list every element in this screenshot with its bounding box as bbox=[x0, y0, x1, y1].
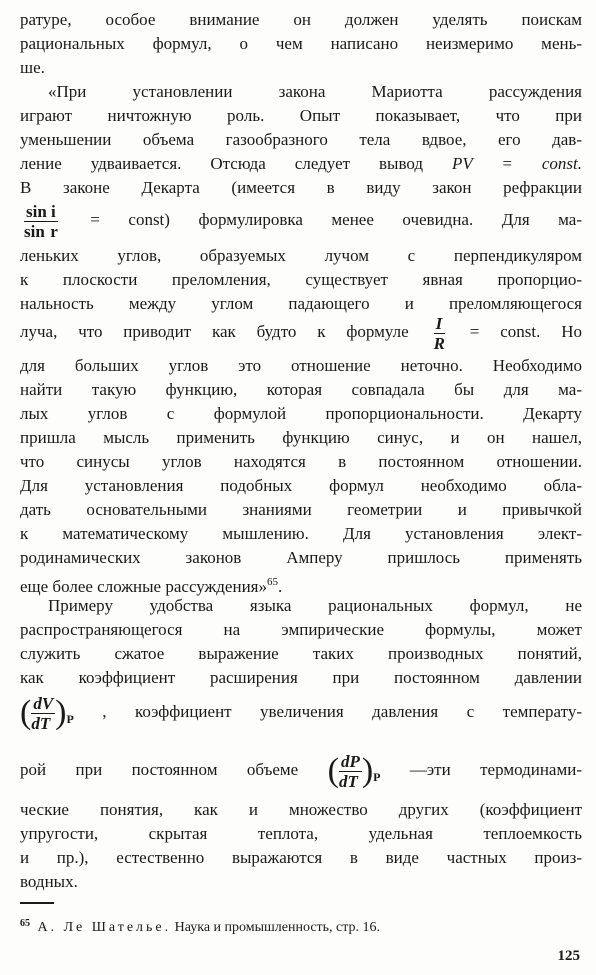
text-line-formula: рой при постоянном объеме ( $\frac{dP}{dT}$ )$_P$ —эти термодинами- bbox=[20, 751, 582, 791]
formula-subscript: P bbox=[66, 712, 74, 726]
footnote-mark: 65 bbox=[20, 918, 30, 929]
text-line: пришла мысль применить функцию синус, и он нашел, bbox=[20, 428, 582, 447]
text-line: распространяющегося на эмпирические формулы, может bbox=[20, 620, 582, 639]
text-line: к математическому мышлению. Для установления элект- bbox=[20, 524, 582, 543]
text-segment: Но bbox=[561, 322, 583, 341]
formula-i-r-ratio bbox=[434, 315, 445, 352]
text-segment: формулировка менее очевидна. Для ма- bbox=[198, 210, 582, 229]
text-line: Примеру удобства языка рациональных формул, не bbox=[48, 596, 582, 615]
formula-numerator: dV bbox=[33, 693, 54, 713]
formula-numerator: dP bbox=[340, 751, 360, 771]
text-line: рациональных формул, о чем написано неизмеримо мень- bbox=[20, 34, 582, 53]
page-number: 125 bbox=[557, 948, 580, 964]
text-line: нальность между углом падающего и преломляющегося bbox=[20, 294, 582, 313]
footnote-author: А. Ле Шателье. bbox=[37, 920, 172, 935]
text-line: леньких углов, образуемых лучом с перпендикуляром bbox=[20, 246, 582, 265]
text-line: найти такую функцию, которая совпадала бы для ма- bbox=[20, 380, 582, 399]
text-segment: ление удваивается. Отсюда следует вывод bbox=[20, 154, 424, 173]
text-line-formula bbox=[20, 152, 582, 176]
text-line: еще более сложные рассуждения»$^{65}$. bbox=[20, 576, 283, 596]
formula-dv-dt bbox=[31, 695, 55, 732]
text-line: играют ничтожную роль. Опыт показывает, что при bbox=[20, 106, 582, 125]
formula-numerator: sin i bbox=[26, 201, 56, 221]
footnote-text: Наука и промышленность, стр. 16. bbox=[174, 920, 381, 935]
text-line: что синусы углов находятся в постоянном отношении. bbox=[20, 452, 582, 471]
formula-rhs: = const. bbox=[469, 322, 541, 341]
text-line-formula bbox=[20, 312, 582, 352]
text-segment: , коэффициент увеличения давления с температу- bbox=[102, 702, 582, 721]
text-line: ческие понятия, как и множество других (коэффициент bbox=[20, 800, 582, 819]
formula-rhs: = const) bbox=[90, 210, 170, 229]
text-line: ратуре, особое внимание он должен уделять поискам bbox=[20, 10, 582, 29]
formula-denominator: sin r bbox=[24, 221, 58, 241]
text-line: к плоскости преломления, существует явная пропорцио- bbox=[20, 270, 582, 289]
text-line: дать основательными знаниями геометрии и привычкой bbox=[20, 500, 582, 519]
formula-numerator: I bbox=[434, 315, 445, 334]
text-segment: —эти термодинами- bbox=[409, 760, 582, 779]
text-line: родинамических законов Амперу пришлось применять bbox=[20, 548, 582, 567]
text-line-formula bbox=[20, 200, 582, 240]
formula-denominator: R bbox=[433, 333, 445, 353]
formula-subscript: P bbox=[373, 770, 381, 784]
text-line: для больших углов это отношение неточно. Необходимо bbox=[20, 356, 582, 375]
text-line: и пр.), естественно выражаются в виде частных произ- bbox=[20, 848, 582, 867]
text-line: служить сжатое выражение таких производных понятий, bbox=[20, 644, 582, 663]
footnote-reference: 65 bbox=[267, 576, 278, 588]
text-line: «При установлении закона Мариотта рассуждения bbox=[48, 82, 582, 101]
text-segment: рой при постоянном объеме bbox=[20, 760, 299, 779]
text-line: уменьшении объема газообразного тела вдвое, его дав- bbox=[20, 130, 582, 149]
text-line: Для установления подобных формул необходимо обла- bbox=[20, 476, 582, 495]
footnote-divider bbox=[20, 902, 54, 904]
formula-pv: PV = const. bbox=[452, 154, 583, 173]
text-line-formula: ( $\frac{dV}{dT}$ )$_P$ , коэффициент увеличения давления с температу- bbox=[20, 693, 582, 733]
formula-denominator: dT bbox=[31, 713, 51, 733]
footnote bbox=[20, 914, 380, 938]
text-line: упругости, скрытая теплота, удельная теплоемкость bbox=[20, 824, 582, 843]
formula-denominator: dT bbox=[338, 771, 358, 791]
text-line: как коэффициент расширения при постоянном давлении bbox=[20, 668, 582, 687]
formula-dp-dt bbox=[339, 753, 362, 790]
text-line: водных. bbox=[20, 872, 78, 891]
formula-sin-ratio bbox=[24, 203, 58, 240]
text-line: ше. bbox=[20, 58, 45, 77]
text-segment: луча, что приводит как будто к формуле bbox=[20, 322, 409, 341]
text-line: В законе Декарта (имеется в виду закон рефракции bbox=[20, 178, 582, 197]
text-line: лых углов с формулой пропорциональности. Декарту bbox=[20, 404, 582, 423]
text-segment: еще более сложные рассуждения» bbox=[20, 577, 267, 596]
